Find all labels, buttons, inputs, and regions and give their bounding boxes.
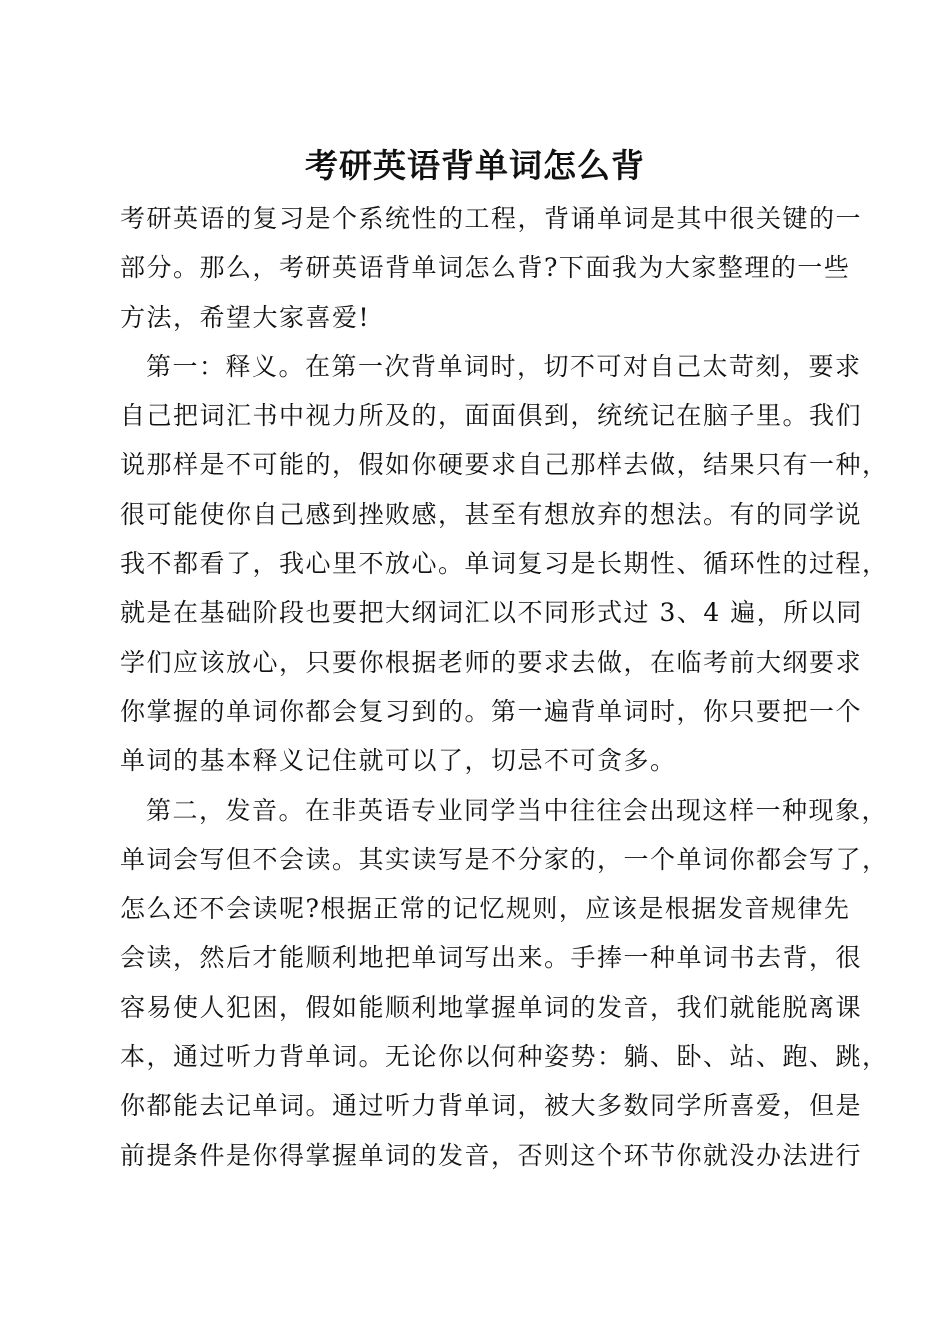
text-line: 你都能去记单词。通过听力背单词，被大多数同学所喜爱，但是 [120,1091,863,1121]
text-line: 第二，发音。在非英语专业同学当中往往会出现这样一种现象， [146,795,889,825]
text-line: 就是在基础阶段也要把大纲词汇以不同形式过 3、4 遍，所以同 [120,598,863,628]
text-line: 怎么还不会读呢?根据正常的记忆规则，应该是根据发音规律先 [120,894,851,924]
document-title: 考研英语背单词怎么背 [305,146,645,185]
text-line: 自己把词汇书中视力所及的，面面俱到，统统记在脑子里。我们 [120,401,863,431]
text-line: 单词的基本释义记住就可以了，切忌不可贪多。 [120,746,677,776]
text-line: 很可能使你自己感到挫败感，甚至有想放弃的想法。有的同学说 [120,499,863,529]
text-line: 方法，希望大家喜爱! [120,302,371,332]
text-line: 学们应该放心，只要你根据老师的要求去做，在临考前大纲要求 [120,647,863,677]
text-line: 我不都看了，我心里不放心。单词复习是长期性、循环性的过程， [120,549,889,579]
text-line: 单词会写但不会读。其实读写是不分家的，一个单词你都会写了， [120,844,889,874]
text-line: 说那样是不可能的，假如你硬要求自己那样去做，结果只有一种， [120,450,889,480]
text-line: 你掌握的单词你都会复习到的。第一遍背单词时，你只要把一个 [120,696,863,726]
text-line: 本，通过听力背单词。无论你以何种姿势：躺、卧、站、跑、跳， [120,1042,889,1072]
text-line: 前提条件是你得掌握单词的发音，否则这个环节你就没办法进行 [120,1140,863,1170]
text-line: 部分。那么，考研英语背单词怎么背?下面我为大家整理的一些 [120,253,851,283]
text-line: 第一：释义。在第一次背单词时，切不可对自己太苛刻，要求 [146,351,862,381]
text-line: 会读，然后才能顺利地把单词写出来。手捧一种单词书去背，很 [120,943,863,973]
text-line: 考研英语的复习是个系统性的工程，背诵单词是其中很关键的一 [120,204,863,233]
text-line: 容易使人犯困，假如能顺利地掌握单词的发音，我们就能脱离课 [120,992,863,1022]
document-body [120,194,889,1180]
